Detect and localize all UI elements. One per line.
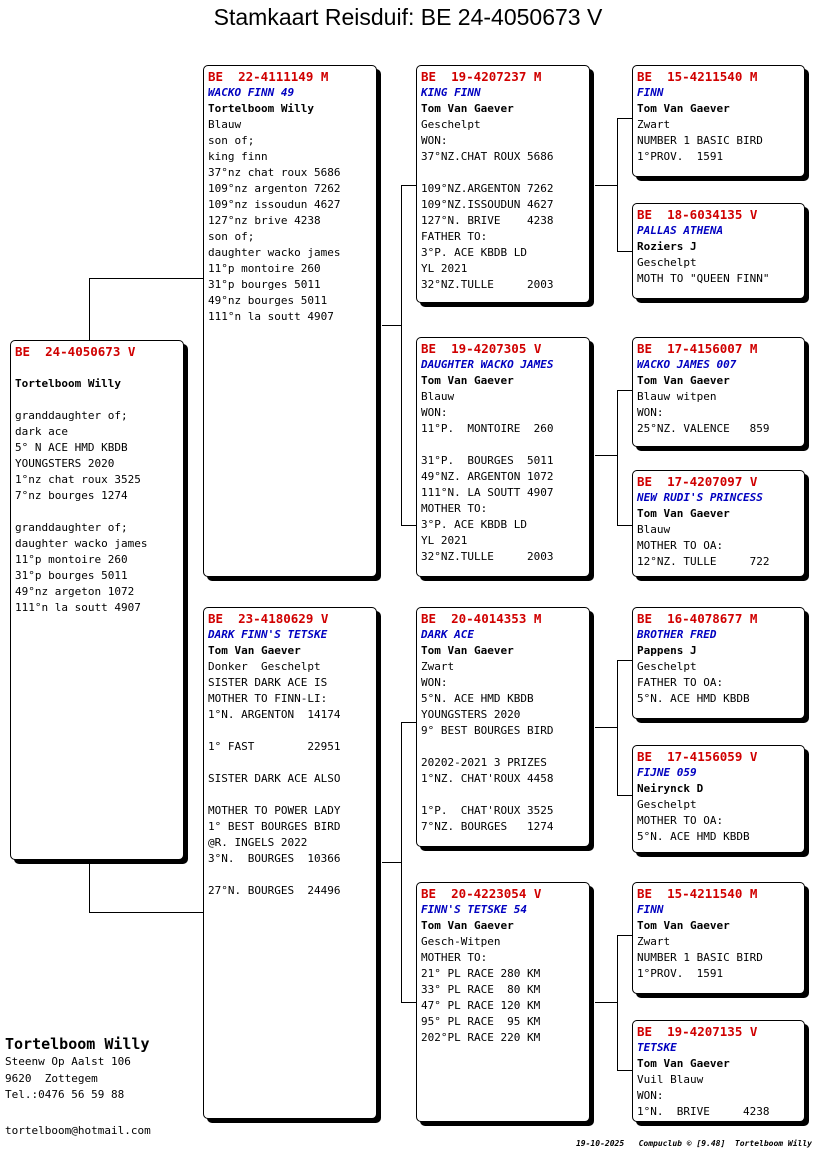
info-line: 12°NZ. TULLE 722 bbox=[637, 555, 770, 568]
pigeon-name: BROTHER FRED bbox=[637, 628, 717, 641]
ring-number: BE 19-4207305 V bbox=[421, 341, 542, 356]
pigeon-card-mfm bbox=[632, 745, 805, 853]
info-line: Tom Van Gaever bbox=[637, 374, 730, 387]
ring-number: BE 18-6034135 V bbox=[637, 207, 758, 222]
owner-city: 9620 Zottegem bbox=[5, 1071, 98, 1085]
ring-number: BE 17-4207097 V bbox=[637, 474, 758, 489]
ring-number: BE 17-4156007 M bbox=[637, 341, 758, 356]
info-line: daughter wacko james bbox=[208, 246, 341, 259]
info-line: 109°nz argenton 7262 bbox=[208, 182, 341, 195]
info-line: @R. INGELS 2022 bbox=[208, 836, 308, 849]
info-line: 7°nz bourges 1274 bbox=[15, 489, 128, 502]
info-line bbox=[208, 755, 372, 771]
info-line: WON: bbox=[637, 406, 664, 419]
pigeon-card-subject bbox=[10, 340, 184, 860]
info-line bbox=[421, 165, 585, 181]
owner-email: tortelboom@hotmail.com bbox=[5, 1124, 151, 1137]
info-line: 5°N. ACE HMD KBDB bbox=[637, 692, 750, 705]
pigeon-name: TETSKE bbox=[637, 1041, 677, 1054]
info-line: 1° BEST BOURGES BIRD bbox=[208, 820, 341, 833]
connector-line bbox=[617, 935, 633, 936]
info-line: 25°NZ. VALENCE 859 bbox=[637, 422, 770, 435]
connector-line bbox=[401, 722, 402, 1002]
pigeon-name: WACKO JAMES 007 bbox=[637, 358, 737, 371]
connector-line bbox=[595, 455, 617, 456]
connector-line bbox=[617, 390, 633, 391]
info-line: 202°PL RACE 220 KM bbox=[421, 1031, 541, 1044]
connector-line bbox=[595, 1002, 617, 1003]
connector-line bbox=[89, 912, 205, 913]
info-line: 1°NZ. CHAT'ROUX 4458 bbox=[421, 772, 554, 785]
pigeon-name: WACKO FINN 49 bbox=[208, 86, 295, 99]
info-line: Tom Van Gaever bbox=[637, 919, 730, 932]
info-line: 127°nz brive 4238 bbox=[208, 214, 321, 227]
info-line: 31°p bourges 5011 bbox=[15, 569, 128, 582]
ring-number: BE 22-4111149 M bbox=[208, 69, 329, 84]
info-line: WON: bbox=[421, 406, 448, 419]
info-line: Geschelpt bbox=[421, 118, 481, 131]
info-line: 21° PL RACE 280 KM bbox=[421, 967, 541, 980]
info-line: Blauw bbox=[421, 390, 455, 403]
pigeon-card-father bbox=[203, 65, 377, 577]
info-line: Tom Van Gaever bbox=[208, 644, 301, 657]
info-line: 3°P. ACE KBDB LD bbox=[421, 518, 527, 531]
info-line: 20202-2021 3 PRIZES bbox=[421, 756, 547, 769]
info-line: 37°NZ.CHAT ROUX 5686 bbox=[421, 150, 554, 163]
ring-number: BE 20-4014353 M bbox=[421, 611, 542, 626]
info-line: Blauw bbox=[208, 118, 242, 131]
info-line: 1°nz chat roux 3525 bbox=[15, 473, 141, 486]
info-line: 9° BEST BOURGES BIRD bbox=[421, 724, 554, 737]
info-line: MOTHER TO FINN-LI: bbox=[208, 692, 328, 705]
pigeon-name: DARK ACE bbox=[421, 628, 474, 641]
pigeon-card-mother-mother bbox=[416, 882, 590, 1122]
page-title: Stamkaart Reisduif: BE 24-4050673 V bbox=[213, 4, 603, 30]
info-line: Blauw bbox=[637, 523, 671, 536]
connector-line bbox=[401, 525, 417, 526]
info-line: 95° PL RACE 95 KM bbox=[421, 1015, 541, 1028]
info-line: granddaughter of; bbox=[15, 409, 128, 422]
info-line bbox=[15, 504, 179, 520]
info-line bbox=[208, 723, 372, 739]
owner-phone: Tel.:0476 56 59 88 bbox=[5, 1088, 125, 1101]
info-line: MOTHER TO: bbox=[421, 951, 488, 964]
info-line: 1°PROV. 1591 bbox=[637, 967, 724, 980]
info-line bbox=[421, 437, 585, 453]
info-line: Donker Geschelpt bbox=[208, 660, 321, 673]
pigeon-card-mmf bbox=[632, 882, 805, 994]
info-line: MOTHER TO: bbox=[421, 502, 488, 515]
info-line bbox=[208, 867, 372, 883]
info-line: 49°NZ. ARGENTON 1072 bbox=[421, 470, 554, 483]
pigeon-card-mother-father bbox=[416, 607, 590, 847]
info-line: Roziers J bbox=[637, 240, 697, 253]
info-line: king finn bbox=[208, 150, 268, 163]
info-line: Tom Van Gaever bbox=[637, 1057, 730, 1070]
info-line: 127°N. BRIVE 4238 bbox=[421, 214, 554, 227]
info-line: Geschelpt bbox=[637, 256, 697, 269]
connector-line bbox=[617, 118, 633, 119]
info-line: 32°NZ.TULLE 2003 bbox=[421, 550, 554, 563]
ring-number: BE 19-4207135 V bbox=[637, 1024, 758, 1039]
info-line: Tom Van Gaever bbox=[421, 102, 514, 115]
info-line: 3°N. BOURGES 10366 bbox=[208, 852, 341, 865]
info-line: NUMBER 1 BASIC BIRD bbox=[637, 134, 763, 147]
info-line: Tortelboom Willy bbox=[15, 377, 121, 390]
pigeon-name: FINN'S TETSKE 54 bbox=[421, 903, 527, 916]
info-line: 11°p montoire 260 bbox=[15, 553, 128, 566]
info-line: 32°NZ.TULLE 2003 bbox=[421, 278, 554, 291]
connector-line bbox=[617, 1070, 633, 1071]
pigeon-name: FINN bbox=[637, 86, 664, 99]
info-line: SISTER DARK ACE ALSO bbox=[208, 772, 341, 785]
info-line: 5°N. ACE HMD KBDB bbox=[637, 830, 750, 843]
info-line: Blauw witpen bbox=[637, 390, 717, 403]
pigeon-name: FIJNE 059 bbox=[637, 766, 697, 779]
info-line: Zwart bbox=[637, 935, 671, 948]
pigeon-card-mother bbox=[203, 607, 377, 1119]
pigeon-card-father-mother bbox=[416, 337, 590, 577]
pigeon-name: NEW RUDI'S PRINCESS bbox=[637, 491, 763, 504]
ring-number: BE 15-4211540 M bbox=[637, 69, 758, 84]
pigeon-card-fmm bbox=[632, 470, 805, 577]
connector-line bbox=[617, 118, 618, 251]
info-line: 11°p montoire 260 bbox=[208, 262, 321, 275]
connector-line bbox=[617, 390, 618, 525]
connector-line bbox=[401, 1002, 417, 1003]
pigeon-name: DAUGHTER WACKO JAMES bbox=[421, 358, 554, 371]
ring-number: BE 15-4211540 M bbox=[637, 886, 758, 901]
info-line: granddaughter of; bbox=[15, 521, 128, 534]
info-line: 27°N. BOURGES 24496 bbox=[208, 884, 341, 897]
info-line: 11°P. MONTOIRE 260 bbox=[421, 422, 554, 435]
info-line: daughter wacko james bbox=[15, 537, 148, 550]
connector-line bbox=[401, 185, 417, 186]
pigeon-name: KING FINN bbox=[421, 86, 481, 99]
info-line: 111°N. LA SOUTT 4907 bbox=[421, 486, 554, 499]
pigeon-name: FINN bbox=[637, 903, 664, 916]
ring-number: BE 23-4180629 V bbox=[208, 611, 329, 626]
connector-line bbox=[401, 185, 402, 525]
info-line: 49°nz bourges 5011 bbox=[208, 294, 328, 307]
connector-line bbox=[617, 251, 633, 252]
connector-line bbox=[89, 860, 90, 912]
info-line: Geschelpt bbox=[637, 660, 697, 673]
info-line: 1°N. ARGENTON 14174 bbox=[208, 708, 341, 721]
ring-number: BE 19-4207237 M bbox=[421, 69, 542, 84]
info-line: 1° FAST 22951 bbox=[208, 740, 341, 753]
info-line bbox=[208, 787, 372, 803]
pigeon-card-fff bbox=[632, 65, 805, 177]
info-line: Tom Van Gaever bbox=[421, 644, 514, 657]
connector-line bbox=[617, 660, 633, 661]
ring-number: BE 24-4050673 V bbox=[15, 344, 136, 359]
info-line: Gesch-Witpen bbox=[421, 935, 501, 948]
info-line: Tortelboom Willy bbox=[208, 102, 314, 115]
connector-line bbox=[401, 722, 417, 723]
pigeon-card-mff bbox=[632, 607, 805, 719]
info-line: MOTH TO "QUEEN FINN" bbox=[637, 272, 770, 285]
info-line: SISTER DARK ACE IS bbox=[208, 676, 328, 689]
pigeon-card-ffm bbox=[632, 203, 805, 299]
owner-street: Steenw Op Aalst 106 bbox=[5, 1055, 131, 1068]
info-line: WON: bbox=[637, 1089, 664, 1102]
info-line bbox=[15, 360, 179, 376]
connector-line bbox=[382, 325, 401, 326]
info-line: YL 2021 bbox=[421, 534, 468, 547]
info-line: 1°P. CHAT'ROUX 3525 bbox=[421, 804, 554, 817]
info-line: 49°nz argeton 1072 bbox=[15, 585, 135, 598]
info-line: 111°n la soutt 4907 bbox=[208, 310, 334, 323]
info-line: Tom Van Gaever bbox=[637, 507, 730, 520]
info-line: 31°P. BOURGES 5011 bbox=[421, 454, 554, 467]
owner-block bbox=[5, 1034, 150, 1104]
info-line: Neirynck D bbox=[637, 782, 704, 795]
info-line: YL 2021 bbox=[421, 262, 468, 275]
connector-line bbox=[617, 660, 618, 795]
ring-number: BE 20-4223054 V bbox=[421, 886, 542, 901]
connector-line bbox=[89, 278, 205, 279]
info-line: 37°nz chat roux 5686 bbox=[208, 166, 341, 179]
info-line: dark ace bbox=[15, 425, 68, 438]
info-line: WON: bbox=[421, 676, 448, 689]
info-line: Zwart bbox=[421, 660, 455, 673]
info-line: 47° PL RACE 120 KM bbox=[421, 999, 541, 1012]
pigeon-card-father-father bbox=[416, 65, 590, 303]
info-line: WON: bbox=[421, 134, 448, 147]
info-line bbox=[421, 787, 585, 803]
owner-name: Tortelboom Willy bbox=[5, 1035, 150, 1053]
info-line: NUMBER 1 BASIC BIRD bbox=[637, 951, 763, 964]
pigeon-card-mmm bbox=[632, 1020, 805, 1122]
info-line: 5° N ACE HMD KBDB bbox=[15, 441, 128, 454]
info-line: 5°N. ACE HMD KBDB bbox=[421, 692, 534, 705]
info-line: 7°NZ. BOURGES 1274 bbox=[421, 820, 554, 833]
info-line: MOTHER TO POWER LADY bbox=[208, 804, 341, 817]
info-line: Pappens J bbox=[637, 644, 697, 657]
connector-line bbox=[595, 727, 617, 728]
connector-line bbox=[89, 278, 90, 340]
info-line: 3°P. ACE KBDB LD bbox=[421, 246, 527, 259]
info-line: 109°NZ.ISSOUDUN 4627 bbox=[421, 198, 554, 211]
connector-line bbox=[617, 525, 633, 526]
pigeon-card-fmf bbox=[632, 337, 805, 447]
info-line: YOUNGSTERS 2020 bbox=[15, 457, 115, 470]
info-line: 109°NZ.ARGENTON 7262 bbox=[421, 182, 554, 195]
info-line: FATHER TO: bbox=[421, 230, 488, 243]
connector-line bbox=[595, 185, 617, 186]
connector-line bbox=[617, 935, 618, 1070]
info-line: Geschelpt bbox=[637, 798, 697, 811]
connector-line bbox=[617, 795, 633, 796]
info-line bbox=[421, 739, 585, 755]
info-line: 31°p bourges 5011 bbox=[208, 278, 321, 291]
connector-line bbox=[382, 862, 401, 863]
ring-number: BE 16-4078677 M bbox=[637, 611, 758, 626]
pigeon-name: DARK FINN'S TETSKE bbox=[208, 628, 328, 641]
info-line: 111°n la soutt 4907 bbox=[15, 601, 141, 614]
info-line: 33° PL RACE 80 KM bbox=[421, 983, 541, 996]
info-line: son of; bbox=[208, 230, 255, 243]
info-line: Vuil Blauw bbox=[637, 1073, 704, 1086]
ring-number: BE 17-4156059 V bbox=[637, 749, 758, 764]
info-line: Tom Van Gaever bbox=[421, 919, 514, 932]
pigeon-name: PALLAS ATHENA bbox=[637, 224, 724, 237]
info-line: 1°PROV. 1591 bbox=[637, 150, 724, 163]
info-line: 109°nz issoudun 4627 bbox=[208, 198, 341, 211]
info-line: 1°N. BRIVE 4238 bbox=[637, 1105, 770, 1118]
info-line: YOUNGSTERS 2020 bbox=[421, 708, 521, 721]
info-line bbox=[15, 392, 179, 408]
info-line: MOTHER TO OA: bbox=[637, 539, 724, 552]
info-line: FATHER TO OA: bbox=[637, 676, 724, 689]
info-line: Tom Van Gaever bbox=[637, 102, 730, 115]
footer-credits: 19-10-2025 Compuclub © [9.48] Tortelboom Willy bbox=[575, 1139, 812, 1148]
info-line: Tom Van Gaever bbox=[421, 374, 514, 387]
info-line: Zwart bbox=[637, 118, 671, 131]
info-line: MOTHER TO OA: bbox=[637, 814, 724, 827]
info-line: son of; bbox=[208, 134, 255, 147]
